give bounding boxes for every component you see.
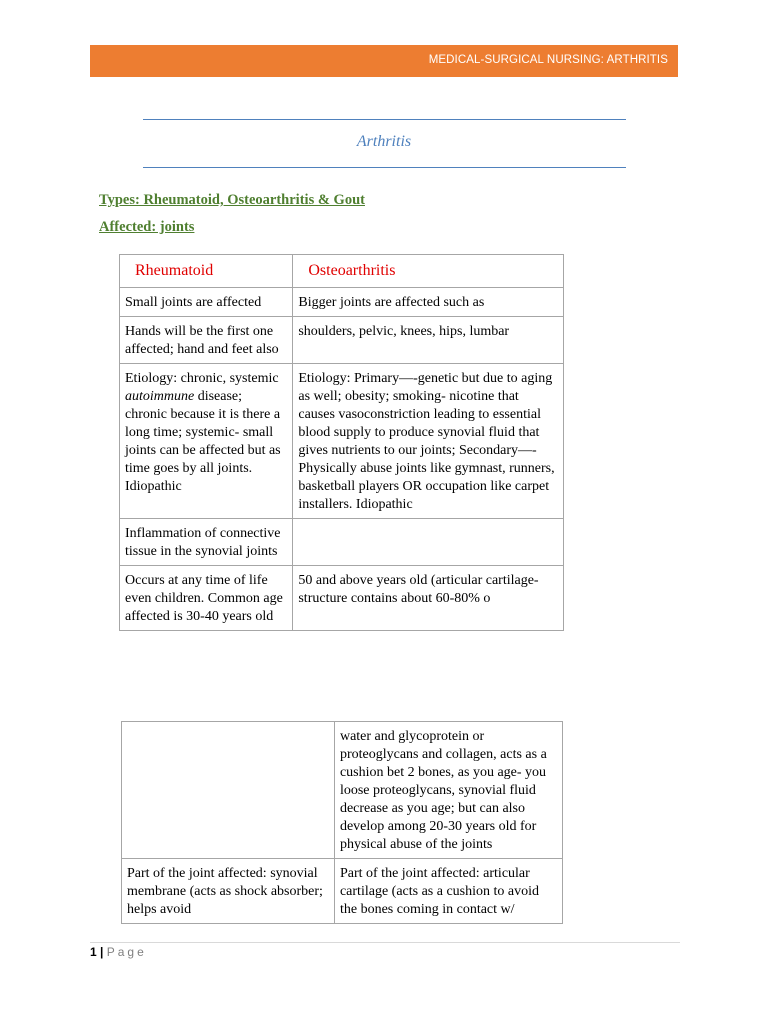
table-cell: Part of the joint affected: articular cartilage (acts as a cushion to avoid the bones coming in contact w/: [334, 859, 562, 924]
header-title: MEDICAL-SURGICAL NURSING: ARTHRITIS: [428, 54, 668, 66]
table-cell: [293, 519, 564, 566]
table-cell: water and glycoprotein or proteoglycans and collagen, acts as a cushion bet 2 bones, as you age- you loose proteoglycans, synovial fluid decrease as you age; but can also develop among 20-30 years old for physical abuse of the joints: [334, 722, 562, 859]
header-cell-rheumatoid: [120, 255, 293, 288]
table-cell: [120, 364, 293, 519]
title-rule-top: [143, 119, 626, 120]
table-row: [120, 519, 564, 566]
affected-heading: Affected: joints: [99, 219, 195, 235]
table-cell: Occurs at any time of life even children. Common age affected is 30-40 years old: [120, 566, 293, 631]
footer-separator: |: [100, 945, 104, 959]
cell-text: disease; chronic because it is there a long time; systemic- small joints can be affected but as time goes by all joints. Idiopathic: [125, 389, 281, 494]
header-label: Rheumatoid: [135, 262, 214, 279]
table-cell: [122, 722, 335, 859]
table-cell: Bigger joints are affected such as: [293, 288, 564, 317]
footer-rule: [90, 942, 680, 943]
cell-text: Etiology: chronic, systemic: [125, 371, 279, 386]
continuation-table: [121, 721, 563, 924]
table-cell: Part of the joint affected: synovial membrane (acts as shock absorber; helps avoid: [122, 859, 335, 924]
table-row: [122, 859, 563, 924]
page-footer: [90, 945, 147, 959]
table-cell: Small joints are affected: [120, 288, 293, 317]
table-cell: Etiology: Primary—-genetic but due to aging as well; obesity; smoking- nicotine that causes vasoconstriction leading to essential blood supply to produce synovial fluid that gives nutrients to our joints; Secondary—-Physically abuse joints like gymnast, runners, basketball players OR occupation like carpet installers. Idiopathic: [293, 364, 564, 519]
table-row: [120, 288, 564, 317]
cell-italic-text: autoimmune: [125, 389, 195, 404]
page-number: 1: [90, 945, 97, 959]
table-cell: Inflammation of connective tissue in the synovial joints: [120, 519, 293, 566]
table-cell: shoulders, pelvic, knees, hips, lumbar: [293, 317, 564, 364]
table-row: [120, 317, 564, 364]
title-rule-bottom: [143, 167, 626, 168]
table-cell: 50 and above years old (articular cartilage-structure contains about 60-80% o: [293, 566, 564, 631]
table-header-row: [120, 255, 564, 288]
header-bar: [90, 45, 678, 77]
table-row: [122, 722, 563, 859]
table-cell: Hands will be the first one affected; hand and feet also: [120, 317, 293, 364]
table-row: [120, 364, 564, 519]
types-heading: Types: Rheumatoid, Osteoarthritis & Gout: [99, 192, 365, 208]
document-title: Arthritis: [356, 133, 412, 150]
header-cell-osteoarthritis: [293, 255, 564, 288]
comparison-table: [119, 254, 564, 631]
page-label: Page: [106, 945, 147, 959]
header-label: Osteoarthritis: [308, 262, 396, 279]
table-row: [120, 566, 564, 631]
